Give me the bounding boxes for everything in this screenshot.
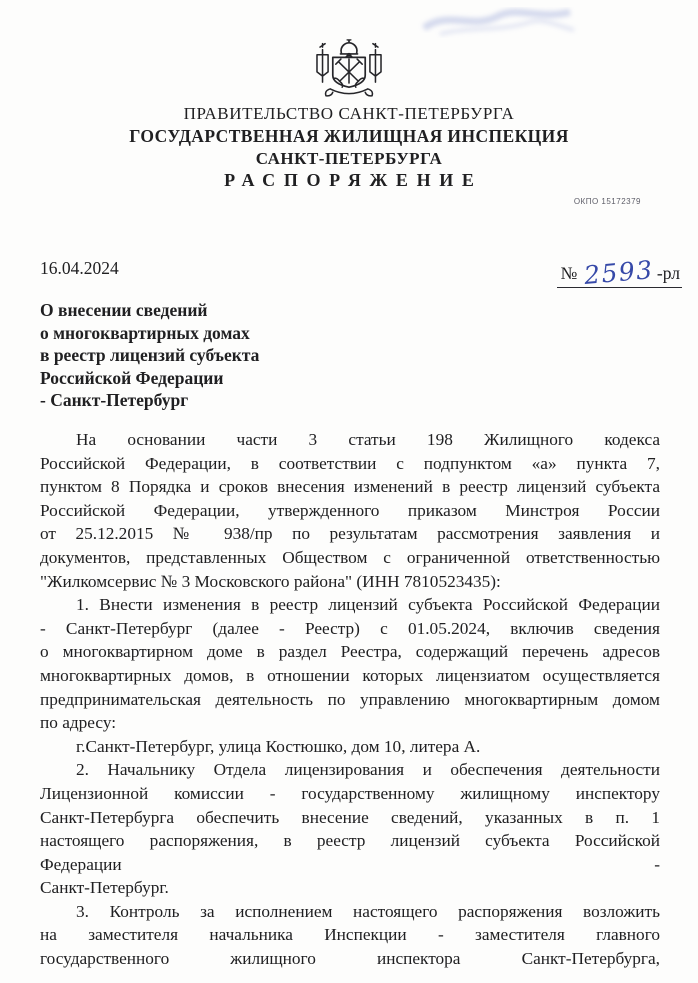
body-line: Санкт-Петербург. — [40, 878, 169, 898]
body-line: документов, представленных Обществом с ограниченной ответственностью — [40, 547, 660, 567]
org-name-government: ПРАВИТЕЛЬСТВО САНКТ-ПЕТЕРБУРГА — [183, 104, 515, 123]
body-line: государственного жилищного инспектора Санкт-Петербурга, — [40, 949, 660, 969]
subject-line: Российской Федерации — [40, 367, 224, 388]
org-name-city: САНКТ-ПЕТЕРБУРГА — [255, 149, 443, 168]
subject-line: О внесении сведений — [40, 300, 208, 320]
requisites-row — [40, 252, 682, 288]
body-line: о многоквартирном доме в раздел Реестра, содержащий перечень адресов — [40, 642, 660, 662]
body-line: 1. Внести изменения в реестр лицензий субъекта Российской Федерации — [76, 595, 660, 615]
subject-line: о многоквартирных домах — [40, 322, 250, 343]
body-line: настоящего распоряжения, в реестр лицензий субъекта Российской — [40, 831, 660, 851]
body-line: Лицензионной комиссии - государственному жилищному инспектору — [40, 783, 660, 803]
subject-block — [40, 299, 259, 412]
body-line: Санкт-Петербурга обеспечить внесение сведений, указанных в п. 1 — [40, 807, 660, 827]
number-suffix: -рл — [656, 263, 680, 283]
body-line: г.Санкт-Петербург, улица Костюшко, дом 10, литера А. — [76, 736, 481, 756]
body-text — [40, 428, 660, 971]
body-line: Федерации - — [40, 854, 660, 874]
body-line: 2. Начальнику Отдела лицензирования и обеспечения деятельности — [76, 760, 660, 780]
body-line: пунктом 8 Порядка и сроков внесения изменений в реестр лицензий субъекта — [40, 477, 660, 497]
body-line: многоквартирных домов, в отношении которых лицензиатом осуществляется — [40, 665, 660, 685]
body-line: на заместителя начальника Инспекции - заместителя главного — [40, 925, 660, 945]
document-number — [557, 255, 682, 290]
document-type-title: РАСПОРЯЖЕНИЕ — [224, 170, 483, 190]
okpo-code: ОКПО 15172379 — [573, 197, 641, 206]
number-sign: № — [560, 263, 578, 283]
body-line: На основании части 3 статьи 198 Жилищного кодекса — [76, 430, 660, 449]
handwritten-number: 2593 — [583, 255, 656, 290]
document-date: 16.04.2024 — [40, 258, 119, 278]
saint-petersburg-coat-of-arms-icon — [306, 36, 392, 106]
body-line: предпринимательская деятельность по управлению многоквартирным домом — [40, 689, 660, 709]
blue-ink-smudge-icon — [418, 0, 588, 48]
body-line: Российской Федерации, в соответствии с подпунктом «а» пункта 7, — [40, 453, 660, 473]
body-line: Российской Федерации, утвержденного приказом Минстроя России — [40, 500, 660, 520]
body-line: - Санкт-Петербург (далее - Реестр) с 01.05.2024, включив сведения — [40, 618, 660, 638]
body-line: от 25.12.2015 № 938/пр по результатам рассмотрения заявления и — [40, 524, 660, 544]
body-line: "Жилкомсервис № 3 Московского района" (ИНН 7810523435): — [40, 571, 501, 591]
subject-line: в реестр лицензий субъекта — [40, 345, 260, 365]
body-line: 3. Контроль за исполнением настоящего распоряжения возложить — [76, 901, 660, 921]
body-line: по адресу: — [40, 713, 117, 733]
org-name-inspection: ГОСУДАРСТВЕННАЯ ЖИЛИЩНАЯ ИНСПЕКЦИЯ — [129, 126, 569, 146]
subject-line: - Санкт-Петербург — [40, 390, 189, 410]
